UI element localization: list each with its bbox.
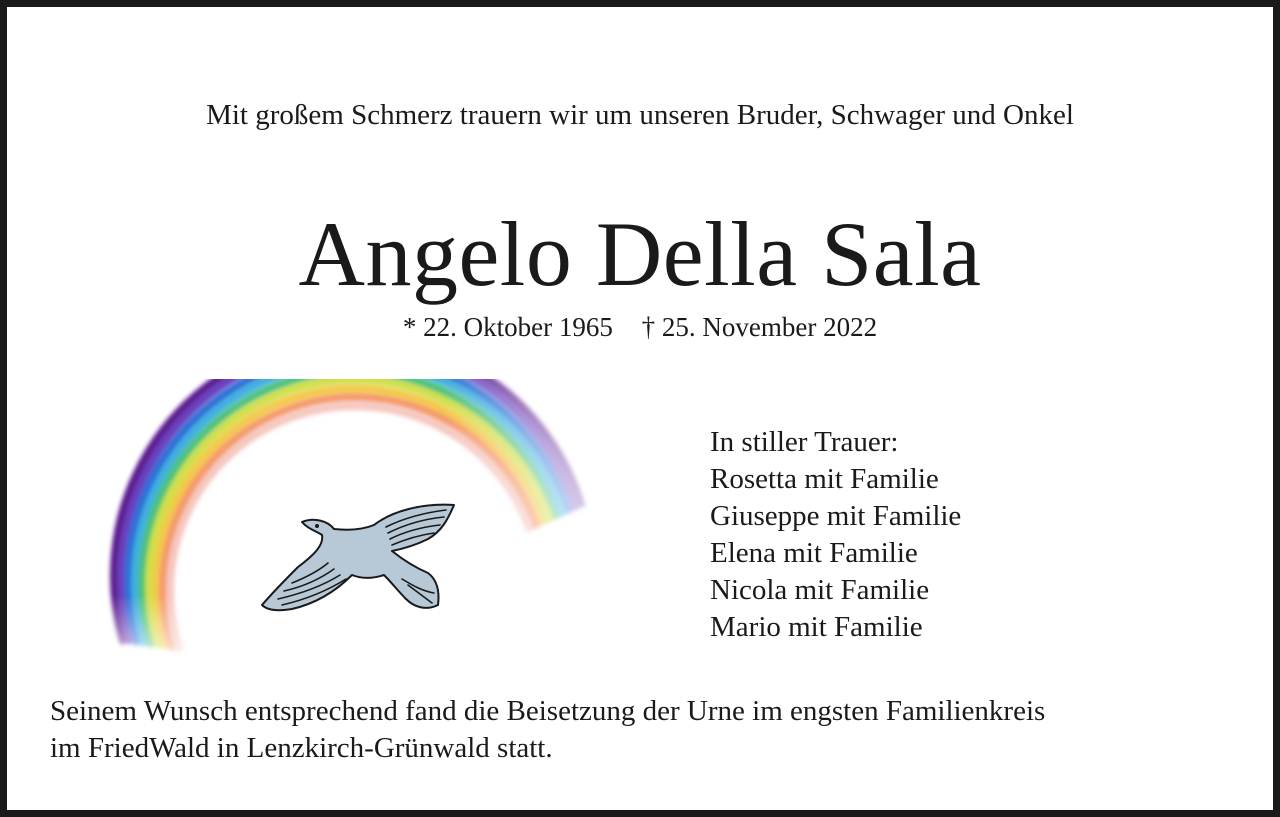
rainbow-dove-emblem [102,379,602,679]
closing-text [50,693,1240,767]
deceased-name: Angelo Della Sala [298,203,982,305]
death-date: † 25. November 2022 [641,312,878,342]
mourner-item: Mario mit Familie [710,611,923,643]
mourner-item: Elena mit Familie [710,537,918,569]
mourner-item: Giuseppe mit Familie [710,500,962,532]
intro-text: Mit großem Schmerz trauern wir um unseren Bruder, Schwager und Onkel [206,99,1074,131]
life-dates [7,310,1273,344]
closing-line: Seinem Wunsch entsprechend fand die Beisetzung der Urne im engsten Familienkreis [50,695,1046,727]
mourner-item: Nicola mit Familie [710,574,930,606]
mourner-item: Rosetta mit Familie [710,463,939,495]
closing-line: im FriedWald in Lenzkirch-Grünwald statt. [50,732,553,764]
mourners-heading: In stiller Trauer: [710,426,899,458]
mourners-list [710,424,961,646]
birth-date: * 22. Oktober 1965 [402,312,613,342]
